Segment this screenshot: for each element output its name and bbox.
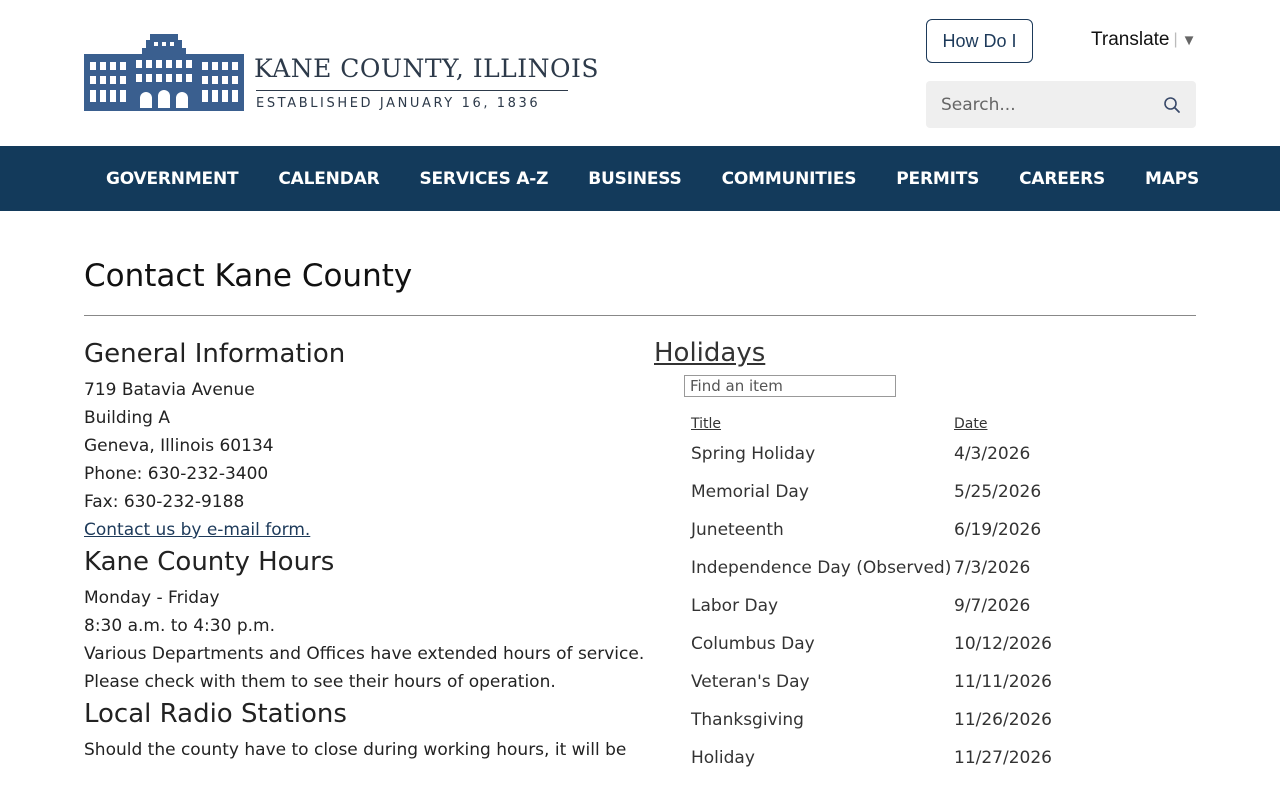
fax-number: Fax: 630-232-9188 [84,492,245,512]
nav-item-business[interactable]: BUSINESS [588,168,682,189]
holiday-title: Holiday [691,748,755,768]
nav-item-services-a-z[interactable]: SERVICES A-Z [419,168,549,189]
contact-email-link[interactable]: Contact us by e-mail form. [84,520,311,540]
hours-note-1: Various Departments and Offices have extended hours of service. [84,644,645,664]
search-icon[interactable] [1163,96,1181,114]
table-row [691,663,1074,701]
holiday-date: 11/27/2026 [954,748,1052,768]
nav-item-communities[interactable]: COMMUNITIES [721,168,857,189]
holiday-date: 11/11/2026 [954,672,1052,692]
holiday-date: 7/3/2026 [954,558,1031,578]
translate-label: Translate [1091,29,1170,50]
site-header [0,0,1280,146]
radio-text: Should the county have to close during working hours, it will be [84,740,627,760]
general-info-heading: General Information [84,339,346,369]
page-title: Contact Kane County [84,258,413,294]
main-navigation [0,146,1280,211]
column-header-title[interactable]: Title [691,416,722,432]
holiday-title: Labor Day [691,596,779,616]
county-logo[interactable] [84,32,600,112]
logo-subtitle: ESTABLISHED JANUARY 16, 1836 [256,96,541,111]
holiday-date: 4/3/2026 [954,444,1031,464]
translate-dropdown[interactable] [1091,29,1197,51]
contact-info-column [84,336,645,764]
radio-heading: Local Radio Stations [84,699,347,729]
address-city: Geneva, Illinois 60134 [84,436,274,456]
holiday-title: Independence Day (Observed) [691,558,952,578]
phone-number: Phone: 630-232-3400 [84,464,269,484]
hours-heading: Kane County Hours [84,547,335,577]
search-box [926,81,1196,128]
nav-item-permits[interactable]: PERMITS [896,168,980,189]
holiday-date: 9/7/2026 [954,596,1031,616]
nav-item-maps[interactable]: MAPS [1145,168,1200,189]
holiday-title: Juneteenth [691,520,784,540]
title-divider [84,315,1196,316]
find-item-input[interactable] [684,375,896,397]
table-row [691,435,1074,473]
table-row [691,587,1074,625]
hours-note-2: Please check with them to see their hours of operation. [84,672,556,692]
nav-item-careers[interactable]: CAREERS [1019,168,1106,189]
nav-item-government[interactable]: GOVERNMENT [106,168,239,189]
holidays-heading-link[interactable]: Holidays [654,338,766,368]
holiday-title: Columbus Day [691,634,815,654]
address-line-1: 719 Batavia Avenue [84,380,255,400]
nav-item-calendar[interactable]: CALENDAR [278,168,380,189]
chevron-down-icon: ▼ [1181,31,1197,49]
holiday-title: Spring Holiday [691,444,816,464]
logo-title: KANE COUNTY, ILLINOIS [254,54,600,83]
holiday-date: 11/26/2026 [954,710,1052,730]
holidays-column [654,336,1214,768]
hours-times: 8:30 a.m. to 4:30 p.m. [84,616,275,636]
holiday-title: Veteran's Day [691,672,810,692]
table-header-row [691,413,1074,435]
table-row [691,549,1074,587]
column-header-date[interactable]: Date [954,416,988,432]
holiday-date: 5/25/2026 [954,482,1042,502]
table-row [691,473,1074,511]
search-input[interactable] [926,81,1161,128]
holiday-date: 6/19/2026 [954,520,1042,540]
address-line-2: Building A [84,408,170,428]
holidays-table [691,413,1074,777]
holiday-date: 10/12/2026 [954,634,1052,654]
table-row [691,511,1074,549]
table-row [691,625,1074,663]
holiday-title: Memorial Day [691,482,809,502]
courthouse-logo-icon [84,32,244,112]
table-row [691,701,1074,739]
logo-divider [256,90,568,91]
holiday-title: Thanksgiving [691,710,804,730]
table-row [691,739,1074,777]
hours-days: Monday - Friday [84,588,220,608]
translate-separator: | [1173,31,1178,48]
how-do-i-button[interactable]: How Do I [926,19,1033,63]
